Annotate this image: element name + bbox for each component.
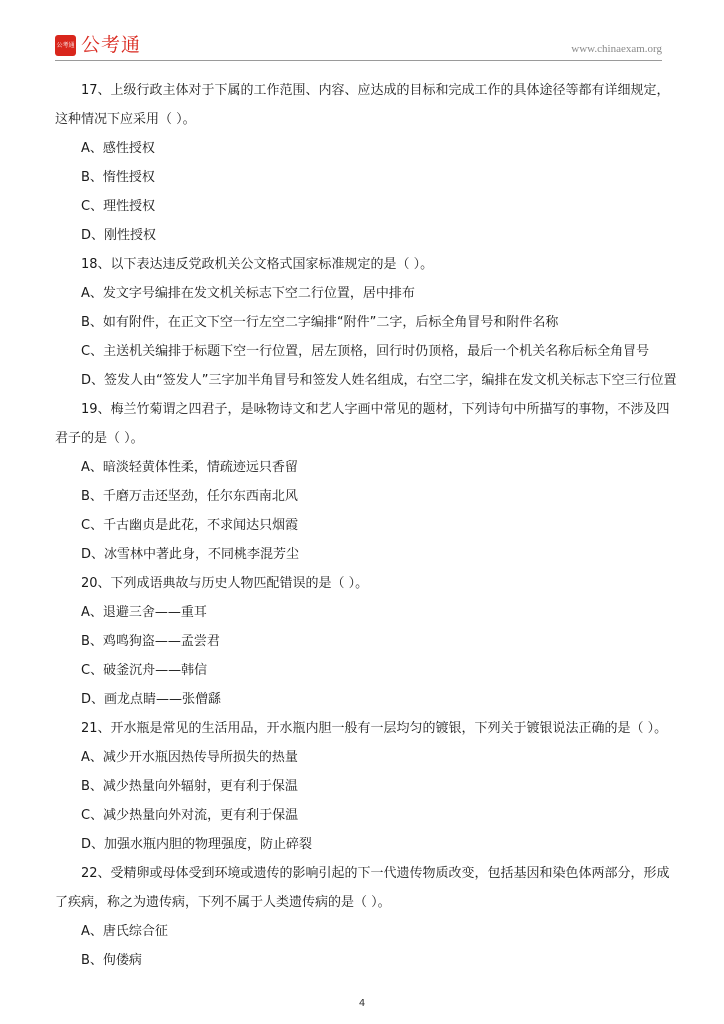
logo-text: 公考通 [81, 34, 142, 56]
page-number: 4 [358, 998, 366, 1009]
question-stem: 19、梅兰竹菊谓之四君子，是咏物诗文和艺人字画中常见的题材，下列诗句中所描写的事物，不涉及四君子的是（ ）。 [55, 402, 670, 446]
question-18 [55, 250, 677, 395]
question-stem: 20、下列成语典故与历史人物匹配错误的是（ ）。 [81, 576, 369, 591]
question-22 [55, 859, 671, 975]
option-b: B、千磨万击还坚劲，任尔东西南北风 [81, 489, 298, 504]
option-b: B、惰性授权 [81, 170, 155, 185]
question-stem: 18、以下表达违反党政机关公文格式国家标准规定的是（ ）。 [81, 257, 434, 272]
option-b: B、鸡鸣狗盗——孟尝君 [81, 634, 220, 649]
header-divider [55, 60, 662, 61]
option-c: C、破釜沉舟——韩信 [81, 663, 208, 678]
option-d: D、刚性授权 [81, 228, 157, 243]
option-a: A、感性授权 [81, 141, 155, 156]
option-c: C、主送机关编排于标题下空一行位置，居左顶格，回行时仍顶格，最后一个机关名称后标全角冒号 [81, 344, 650, 359]
option-d: D、冰雪林中著此身，不同桃李混芳尘 [81, 547, 300, 562]
question-19 [55, 395, 671, 569]
option-b: B、如有附件，在正文下空一行左空二字编排“附件”二字，后标全角冒号和附件名称 [81, 315, 559, 330]
option-b: B、减少热量向外辐射，更有利于保温 [81, 779, 298, 794]
logo-badge: 公考通 [55, 35, 76, 56]
question-20 [55, 569, 671, 714]
site-url: www.chinaexam.org [571, 43, 662, 55]
option-c: C、理性授权 [81, 199, 156, 214]
option-c: C、千古幽贞是此花，不求闻达只烟霞 [81, 518, 299, 533]
question-list [55, 76, 677, 975]
option-b: B、佝偻病 [81, 953, 142, 968]
option-a: A、减少开水瓶因热传导所损失的热量 [81, 750, 298, 765]
option-d: D、签发人由“签发人”三字加半角冒号和签发人姓名组成，右空二字，编排在发文机关标志下空三行位置 [81, 373, 677, 388]
option-a: A、退避三舍——重耳 [81, 605, 207, 620]
option-c: C、减少热量向外对流，更有利于保温 [81, 808, 299, 823]
page-header [55, 34, 662, 60]
option-d: D、加强水瓶内胆的物理强度，防止碎裂 [81, 837, 313, 852]
question-21 [55, 714, 671, 859]
question-stem: 22、受精卵或母体受到环境或遗传的影响引起的下一代遗传物质改变，包括基因和染色体两部分，形成了疾病，称之为遗传病，下列不属于人类遗传病的是（ ）。 [55, 866, 670, 910]
question-17 [55, 76, 671, 250]
option-a: A、发文字号编排在发文机关标志下空二行位置，居中排布 [81, 286, 415, 301]
option-a: A、暗淡轻黄体性柔，情疏迹远只香留 [81, 460, 298, 475]
logo [55, 34, 141, 56]
question-stem: 17、上级行政主体对于下属的工作范围、内容、应达成的目标和完成工作的具体途径等都有详细规定，这种情况下应采用（ ）。 [55, 83, 670, 127]
option-d: D、画龙点睛——张僧繇 [81, 692, 222, 707]
question-stem: 21、开水瓶是常见的生活用品，开水瓶内胆一般有一层均匀的镀银，下列关于镀银说法正确的是（ ）。 [81, 721, 668, 736]
option-a: A、唐氏综合征 [81, 924, 168, 939]
